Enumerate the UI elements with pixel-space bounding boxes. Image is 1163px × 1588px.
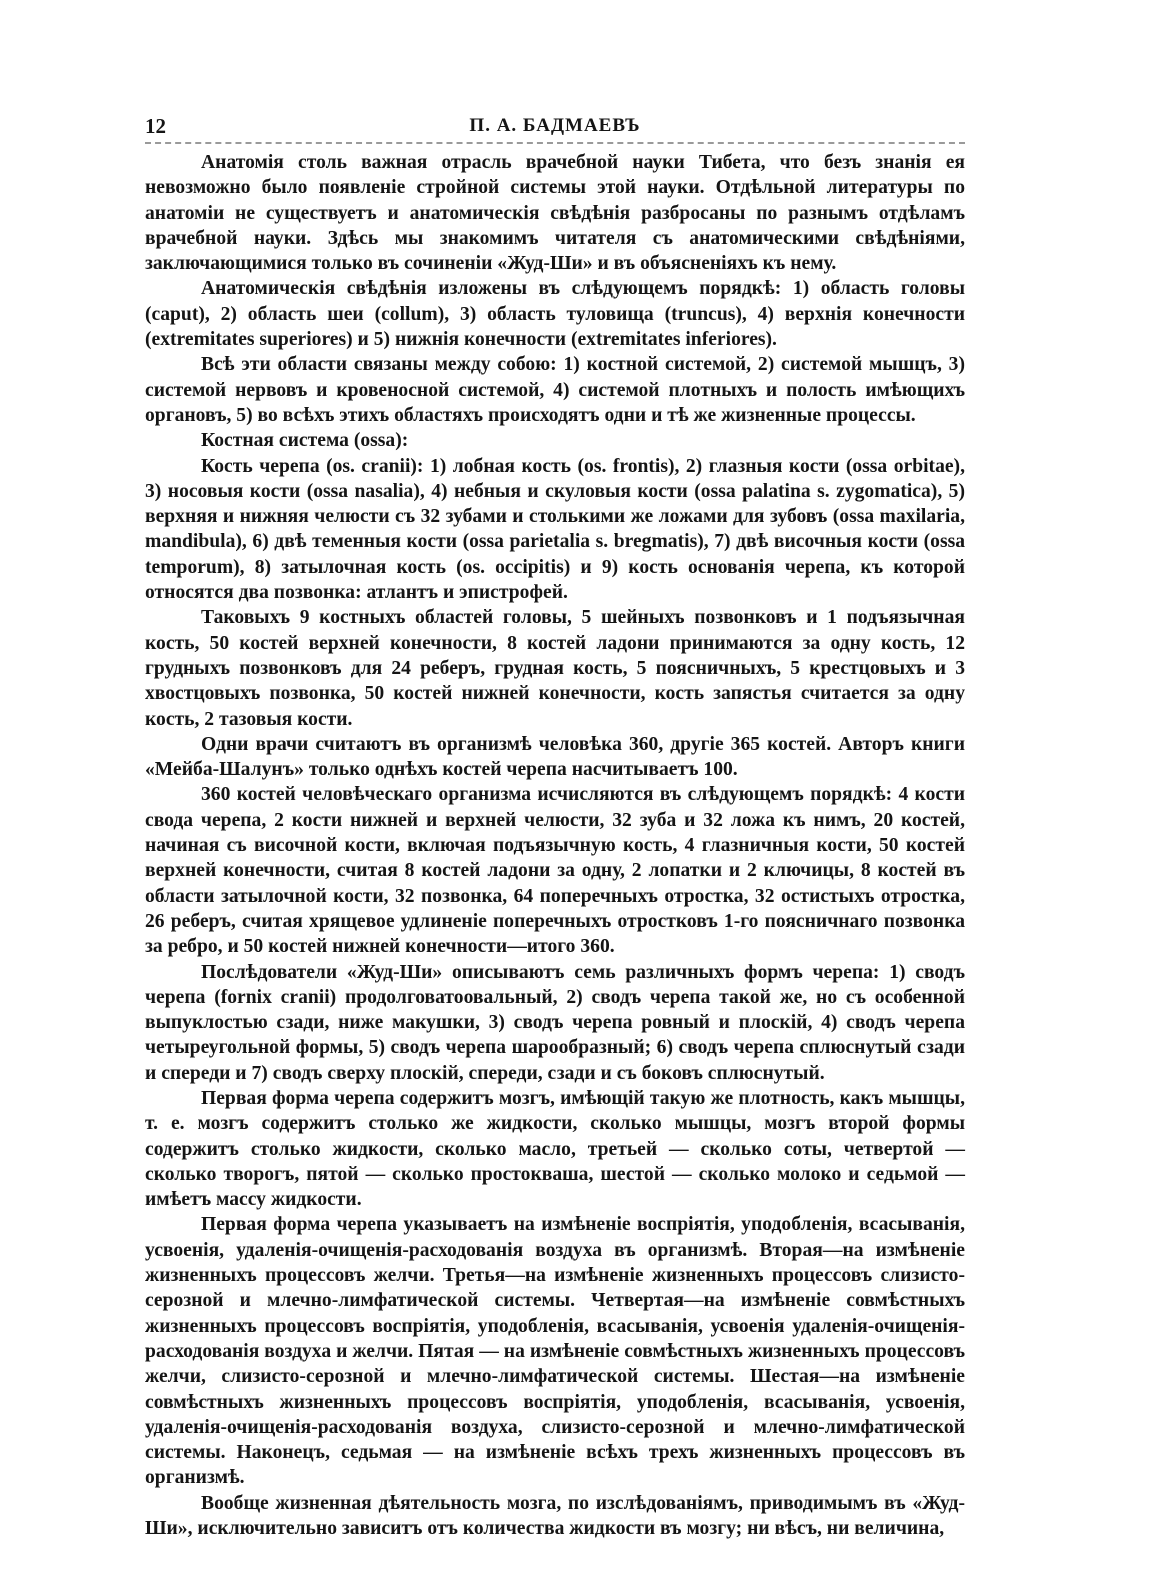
paragraph: Таковыхъ 9 костныхъ областей головы, 5 шейныхъ позвонковъ и 1 подъязычная кость, 50 костей верхней конечности, 8 костей ладони принимаются за одну кость, 12 грудныхъ позвонковъ для 24 реберъ, грудная кость, 5 поясничныхъ, 5 крестцовыхъ и 3 хвостцовыхъ позвонка, 50 костей нижней конечности, кость запястья считается за одну кость, 2 тазовыя кости. (145, 607, 965, 730)
paragraph: Вообще жизненная дѣятельность мозга, по изслѣдованіямъ, приводимымъ въ «Жуд-Ши», исключительно зависитъ отъ количества жидкости въ мозгу; ни вѣсъ, ни величина, (145, 1492, 965, 1540)
book-page (145, 112, 965, 1541)
paragraph: Анатомія столь важная отрасль врачебной науки Тибета, что безъ знанія ея невозможно было появленіе стройной системы этой науки. Отдѣльной литературы по анатоміи не существуетъ и анатомическія свѣдѣнія разбросаны по разнымъ отдѣламъ врачебной науки. Здѣсь мы знакомимъ читателя съ анатомическими свѣдѣніями, заключающимися только въ сочиненіи «Жуд-Ши» и въ объясненіяхъ къ нему. (145, 152, 965, 275)
paragraph: Всѣ эти области связаны между собою: 1) костной системой, 2) системой мышцъ, 3) системой нервовъ и кровеносной системой, 4) системой плотныхъ и полость имѣющихъ органовъ, 5) во всѣхъ этихъ областяхъ происходятъ одни и тѣ же жизненные процессы. (145, 354, 965, 426)
paragraph: Анатомическія свѣдѣнія изложены въ слѣдующемъ порядкѣ: 1) область головы (caput), 2) область шеи (collum), 3) область туловища (truncus), 4) верхнія конечности (extremitates superiores) и 5) нижнія конечности (extremitates inferiores). (145, 278, 965, 351)
paragraph: Кость черепа (os. cranii): 1) лобная кость (os. frontis), 2) глазныя кости (ossa orbitae), 3) носовыя кости (ossa nasalia), 4) небныя и скуловыя кости (ossa palatina s. zygomatica), 5) верхняя и нижняя челюсти съ 32 зубами и столькими же ложами для зубовъ (ossa maxilaria, mandibula), 6) двѣ теменныя кости (ossa parietalia s. bregmatis), 7) двѣ височныя кости (ossa temporum), 8) затылочная кость (os. occipitis) и 9) кость основанія черепа, къ которой относятся два позвонка: атлантъ и эпистрофей. (145, 455, 965, 604)
running-header (145, 112, 965, 144)
page-number: 12 (145, 114, 166, 138)
paragraph: Одни врачи считаютъ въ организмѣ человѣка 360, другіе 365 костей. Авторъ книги «Мейба-Шалунъ» только однѣхъ костей черепа насчитываетъ 100. (145, 733, 965, 781)
paragraph: Первая форма черепа указываетъ на измѣненіе воспріятія, уподобленія, всасыванія, усвоенія, удаленія-очищенія-расходованія воздуха въ организмѣ. Вторая—на измѣненіе жизненныхъ процессовъ желчи. Третья—на измѣненіе жизненныхъ процессовъ слизисто-серозной и млечно-лимфатической системы. Четвертая—на измѣненіе совмѣстныхъ жизненныхъ процессовъ воспріятія, уподобленія, всасыванія, усвоенія удаленія-очищенія-расходованія воздуха и желчи. Пятая — на измѣненіе совмѣстныхъ жизненныхъ процессовъ желчи, слизисто-серозной и млечно-лимфатической системы. Шестая—на измѣненіе совмѣстныхъ жизненныхъ процессовъ воспріятія, уподобленія, всасыванія, усвоенія, удаленія-очищенія-расходованія воздуха, слизисто-серозной и млечно-лимфатической системы. Наконецъ, седьмая — на измѣненіе всѣхъ трехъ жизненныхъ процессовъ въ организмѣ. (145, 1214, 965, 1489)
body-text (145, 150, 965, 1541)
paragraph: Первая форма черепа содержитъ мозгъ, имѣющій такую же плотность, какъ мышцы, т. е. мозгъ содержитъ столько же жидкости, сколько мышцы, мозгъ второй формы содержитъ столько жидкости, сколько масло, третьей — сколько соты, четвертой — сколько творогъ, пятой — сколько простокваша, шестой — сколько молоко и седьмой — имѣетъ массу жидкости. (145, 1087, 965, 1211)
running-title: П. А. БАДМАЕВЪ (469, 115, 641, 136)
paragraph: Послѣдователи «Жуд-Ши» описываютъ семь различныхъ формъ черепа: 1) сводъ черепа (fornix cranii) продолговатоовальный, 2) сводъ черепа такой же, но съ особенной выпуклостью сзади, ниже макушки, 3) сводъ черепа ровный и плоскій, 4) сводъ черепа четыреугольной формы, 5) сводъ черепа шарообразный; 6) сводъ черепа сплюснутый сзади и спереди и 7) сводъ сверху плоскій, спереди, сзади и съ боковъ сплюснутый. (145, 961, 965, 1084)
paragraph: Костная система (ossa): (201, 430, 409, 452)
paragraph: 360 костей человѣческаго организма исчисляются въ слѣдующемъ порядкѣ: 4 кости свода черепа, 2 кости нижней и верхней челюсти, 32 зуба и 32 ложа къ нимъ, 20 костей, начиная съ височной кости, включая подъязычную кость, 4 глазничныя кости, 50 костей верхней конечности, считая 8 костей ладони за одну, 2 лопатки и 2 ключицы, 8 костей въ области затылочной кости, 32 позвонка, 64 поперечныхъ отростка, 32 остистыхъ отростка, 26 реберъ, считая хрящевое удлиненіе поперечныхъ отростковъ 1-го поясничнаго позвонка за ребро, и 50 костей нижней конечности—итого 360. (145, 784, 965, 958)
